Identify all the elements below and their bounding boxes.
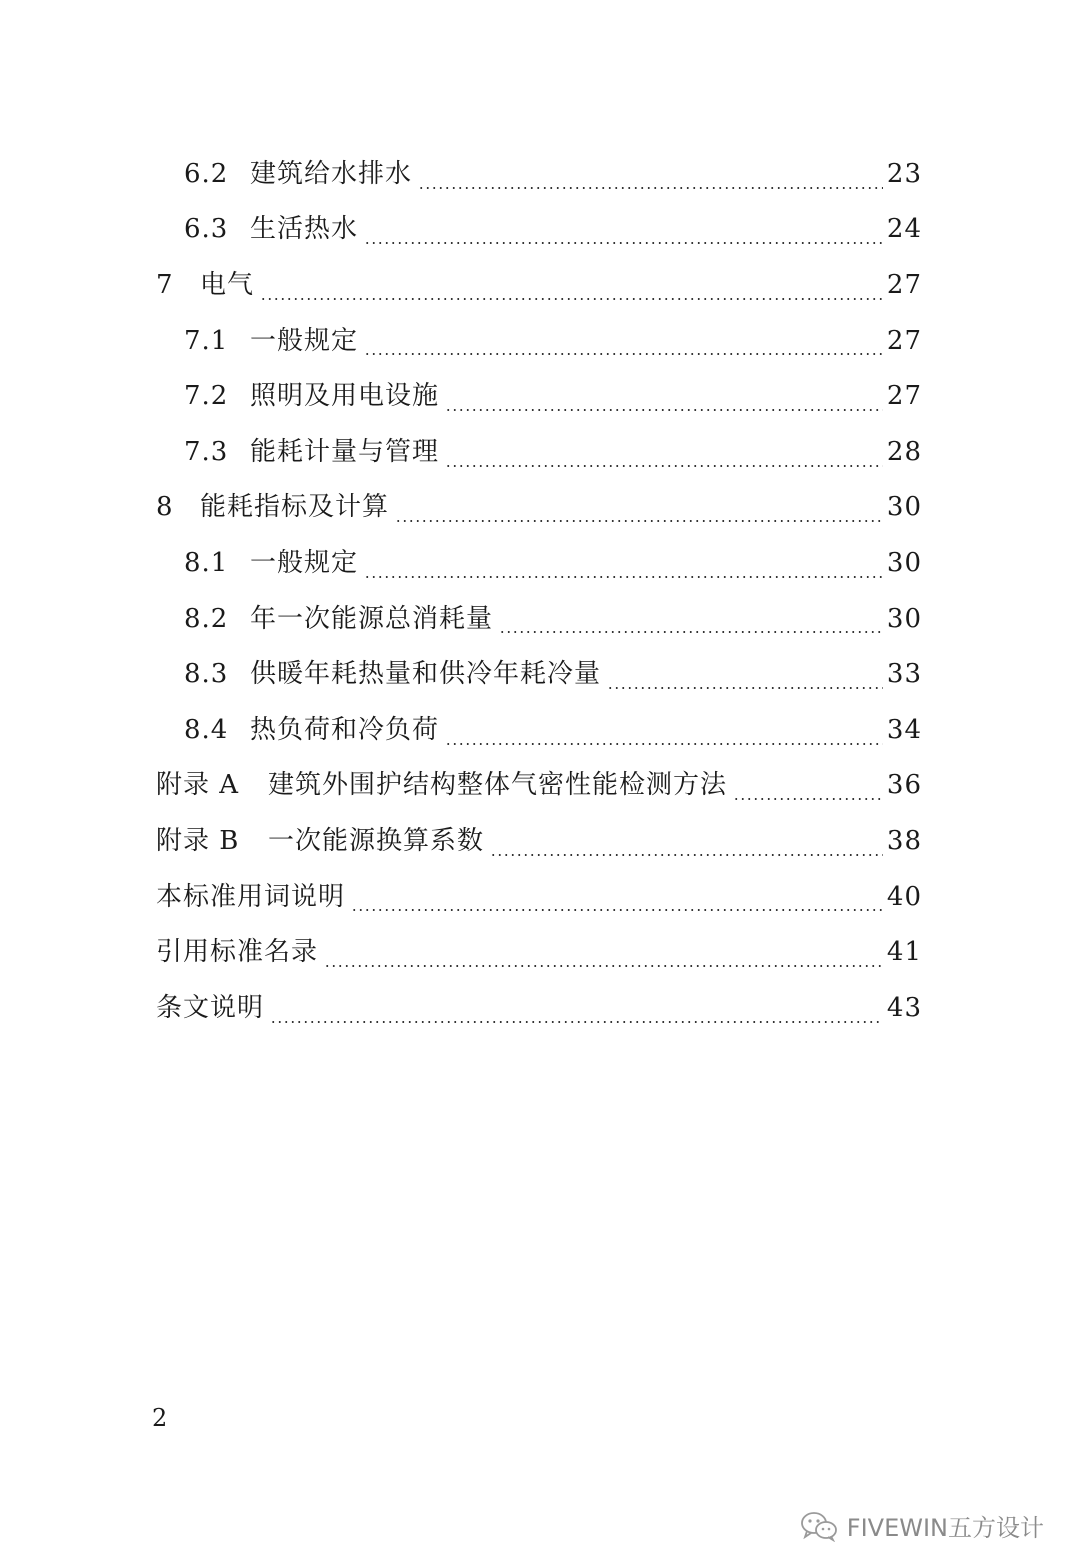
toc-entry-title: 一般规定 <box>250 325 359 356</box>
toc-entry-number: 8 <box>156 492 174 523</box>
toc-entry <box>0 202 1080 258</box>
toc-entry <box>0 702 1080 758</box>
toc-entry-number: 6.2 <box>184 158 229 189</box>
toc-dot-leader <box>499 631 883 633</box>
toc-entry <box>0 257 1080 313</box>
toc-entry-number: 7.1 <box>184 325 229 356</box>
toc-dot-leader <box>733 798 883 800</box>
toc-entry <box>0 535 1080 591</box>
toc-dot-leader <box>324 965 883 967</box>
toc-entry-number: 8.2 <box>184 603 229 634</box>
toc-entry <box>0 480 1080 536</box>
toc-entry-page: 34 <box>886 714 922 745</box>
toc-dot-leader <box>445 409 883 411</box>
wechat-icon <box>799 1510 839 1542</box>
toc-dot-leader <box>364 576 883 578</box>
toc-entry <box>0 869 1080 925</box>
toc-dot-leader <box>395 520 883 522</box>
toc-entry-page: 43 <box>886 992 922 1023</box>
toc-entry-page: 24 <box>886 214 922 245</box>
toc-entry-title: 一般规定 <box>250 547 359 578</box>
toc-entry <box>0 146 1080 202</box>
toc-entry-number: 7.3 <box>184 436 229 467</box>
toc-entry-title: 能耗指标及计算 <box>200 492 390 523</box>
toc-entry <box>0 980 1080 1036</box>
table-of-contents <box>0 146 1080 1036</box>
toc-entry <box>0 591 1080 647</box>
toc-entry-page: 38 <box>886 825 922 856</box>
toc-entry-page: 27 <box>886 269 922 300</box>
toc-entry-title: 年一次能源总消耗量 <box>250 603 494 634</box>
toc-entry-page: 41 <box>886 937 922 968</box>
toc-entry-number: 附录 B <box>156 825 240 856</box>
toc-entry-title: 一次能源换算系数 <box>268 825 485 856</box>
toc-entry <box>0 813 1080 869</box>
toc-entry-title: 条文说明 <box>156 992 265 1023</box>
toc-dot-leader <box>270 1021 883 1023</box>
watermark-text: FIVEWIN五方设计 <box>846 1514 1044 1542</box>
toc-entry-number: 8.1 <box>184 547 229 578</box>
toc-entry <box>0 646 1080 702</box>
toc-dot-leader <box>445 465 883 467</box>
page-number: 2 <box>152 1404 168 1432</box>
toc-entry-page: 27 <box>886 381 922 412</box>
toc-entry-number: 7 <box>156 269 174 300</box>
toc-entry-title: 能耗计量与管理 <box>250 436 440 467</box>
toc-entry-title: 本标准用词说明 <box>156 881 346 912</box>
toc-dot-leader <box>260 298 883 300</box>
toc-entry-title: 热负荷和冷负荷 <box>250 714 440 745</box>
toc-dot-leader <box>607 687 883 689</box>
toc-dot-leader <box>364 353 883 355</box>
toc-entry-title: 建筑外围护结构整体气密性能检测方法 <box>268 770 728 801</box>
toc-entry-page: 30 <box>886 547 922 578</box>
toc-entry-title: 供暖年耗热量和供冷年耗冷量 <box>250 659 602 690</box>
toc-entry-title: 电气 <box>200 269 255 300</box>
toc-dot-leader <box>351 909 883 911</box>
toc-entry-title: 引用标准名录 <box>156 937 319 968</box>
toc-entry-title: 生活热水 <box>250 214 359 245</box>
toc-entry <box>0 313 1080 369</box>
toc-entry-number: 6.3 <box>184 214 229 245</box>
toc-entry <box>0 924 1080 980</box>
toc-dot-leader <box>418 187 883 189</box>
toc-entry-number: 8.3 <box>184 659 229 690</box>
toc-entry-number: 附录 A <box>156 770 240 801</box>
toc-entry-page: 30 <box>886 603 922 634</box>
toc-entry-page: 36 <box>886 770 922 801</box>
toc-entry <box>0 368 1080 424</box>
toc-entry-page: 33 <box>886 659 922 690</box>
toc-entry-number: 8.4 <box>184 714 229 745</box>
toc-dot-leader <box>445 743 883 745</box>
toc-entry-title: 建筑给水排水 <box>250 158 413 189</box>
toc-entry-page: 30 <box>886 492 922 523</box>
toc-entry-page: 40 <box>886 881 922 912</box>
toc-entry <box>0 424 1080 480</box>
toc-entry-page: 28 <box>886 436 922 467</box>
toc-entry-number: 7.2 <box>184 381 229 412</box>
watermark <box>799 1508 1044 1543</box>
toc-dot-leader <box>364 242 883 244</box>
toc-entry-page: 27 <box>886 325 922 356</box>
toc-dot-leader <box>490 854 883 856</box>
toc-entry-page: 23 <box>886 158 922 189</box>
toc-entry-title: 照明及用电设施 <box>250 381 440 412</box>
toc-entry <box>0 758 1080 814</box>
